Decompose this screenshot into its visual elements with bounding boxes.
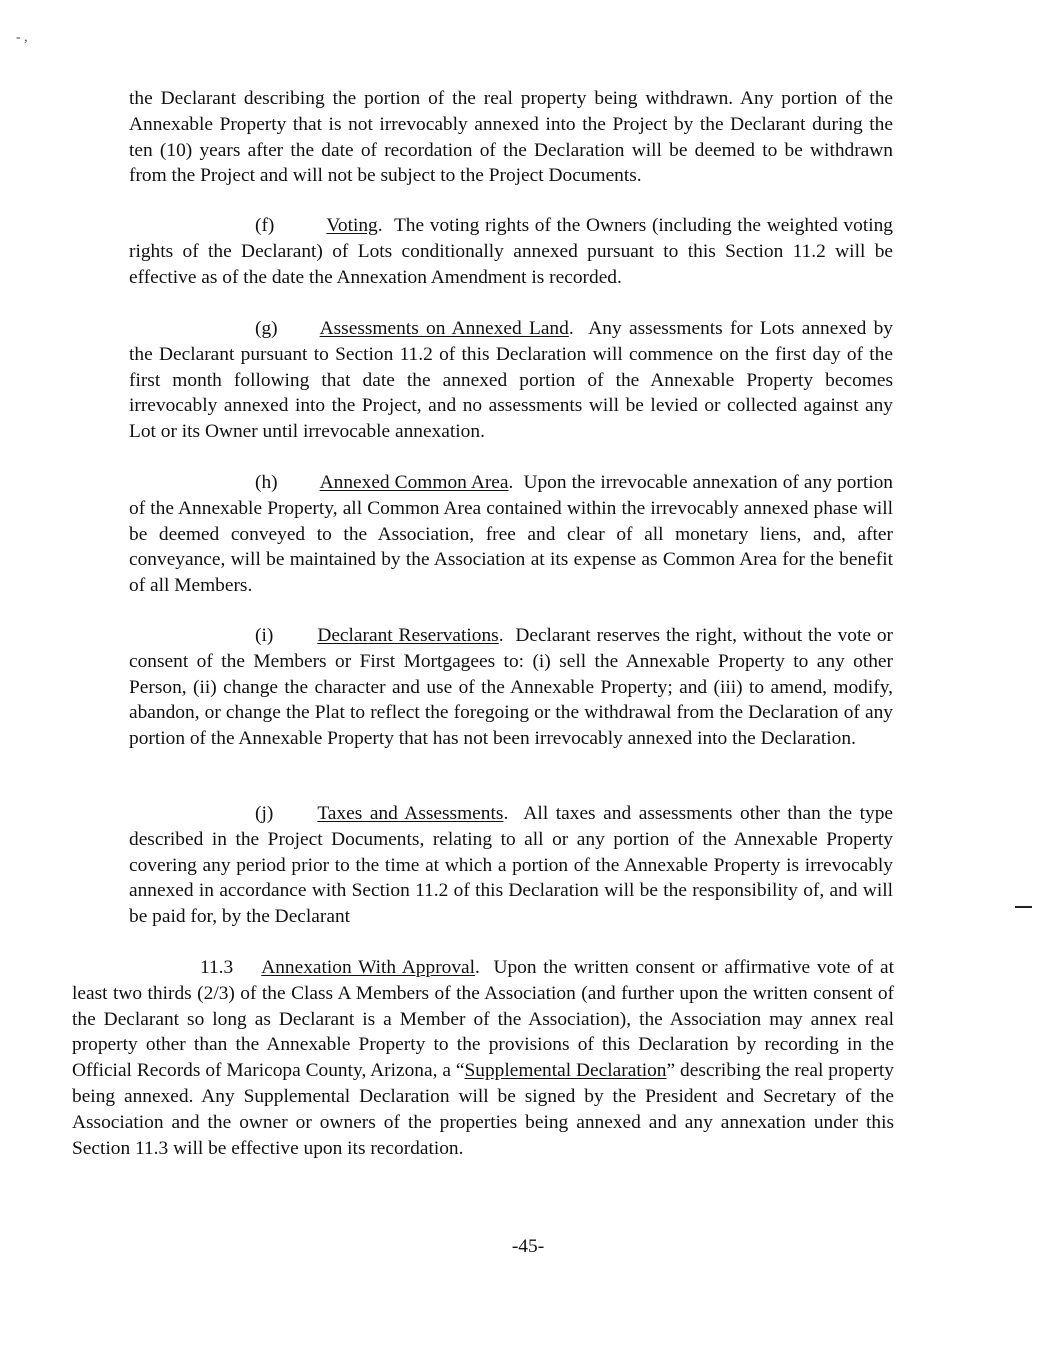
margin-mark — [1015, 906, 1032, 908]
section-f-text: The voting rights of the Owners (including the weighted voting rights of the Declarant) of Lots conditionally annexed pursuant to this Section 11.2 will be effective as of the date the Annexation Amendment is recorded. — [129, 215, 893, 288]
supplemental-declaration-term: Supplemental Declaration — [464, 1060, 667, 1082]
section-g-paragraph: (g) Assessments on Annexed Land. Any assessments for Lots annexed by the Declarant pursuant to Section 11.2 of this Declaration will commence on the first day of the first month following that date the annexed portion of the Annexable Property becomes irrevocably annexed into the Project, and no assessments will be levied or collected against any Lot or its Owner until irrevocable annexation. — [129, 318, 894, 443]
section-11-3-number: 11.3 — [200, 957, 234, 978]
section-i-paragraph: (i) Declarant Reservations. Declarant reserves the right, without the vote or consent of the Members or First Mortgagees to: (i) sell the Annexable Property to any other Person, (ii) change the character and use of the Annexable Property; and (iii) to amend, modify, abandon, or change the Plat to reflect the foregoing or the withdrawal from the Declaration of any portion of the Annexable Property that has not been irrevocably annexed into the Declaration. — [129, 625, 893, 750]
page-number: -45- — [511, 1236, 545, 1257]
section-h-heading: Annexed Common Area — [319, 472, 509, 493]
scan-artifact: - , — [16, 30, 28, 45]
section-f-heading: Voting — [326, 215, 378, 236]
section-j-text: All taxes and assessments other than the type described in the Project Documents, relating to all or any portion of the Annexable Property covering any period prior to the time at which a portion of the Annexable Property is irrevocably annexed in accordance with Section 11.2 of this Declaration will be the responsibility of, and will be paid for, by the Declarant — [129, 803, 893, 928]
section-11-3-heading: Annexation With Approval — [261, 957, 476, 978]
section-j-label: (j) — [255, 803, 274, 824]
section-11-3-text-before: Upon the written consent or affirmative vote of at least two thirds (2/3) of the Class A Members of the Association (and further upon the written consent of the Declarant so long as Declarant is a Member of the Association), the Association may annex real property other than the Annexable Property to the provisions of this Declaration by recording in the Official Records of Maricopa County, Arizona, a “ — [72, 957, 894, 1082]
section-i-text: Declarant reserves the right, without the vote or consent of the Members or First Mortgagees to: (i) sell the Annexable Property to any other Person, (ii) change the character and use of the Annexable Property; and (iii) to amend, modify, abandon, or change the Plat to reflect the foregoing or the withdrawal from the Declaration of any portion of the Annexable Property that has not been irrevocably annexed into the Declaration. — [129, 625, 893, 750]
section-h-paragraph: (h) Annexed Common Area. Upon the irrevocable annexation of any portion of the Annexable Property, all Common Area contained within the irrevocably annexed phase will be deemed conveyed to the Association, free and clear of all monetary liens, and, after conveyance, will be maintained by the Association at its expense as Common Area for the benefit of all Members. — [129, 472, 893, 597]
section-j-heading: Taxes and Assessments — [317, 803, 504, 824]
section-f-paragraph: (f) Voting. The voting rights of the Owners (including the weighted voting rights of the Declarant) of Lots conditionally annexed pursuant to this Section 11.2 will be effective as of the date the Annexation Amendment is recorded. — [129, 215, 893, 288]
section-g-text: Any assessments for Lots annexed by the Declarant pursuant to Section 11.2 of this Declaration will commence on the first day of the first month following that date the annexed portion of the Annexable Property becomes irrevocably annexed into the Project, and no assessments will be levied or collected against any Lot or its Owner until irrevocable annexation. — [129, 318, 894, 443]
section-f-label: (f) — [255, 215, 275, 236]
section-g-label: (g) — [255, 318, 278, 339]
section-j-paragraph: (j) Taxes and Assessments. All taxes and assessments other than the type described in the Project Documents, relating to all or any portion of the Annexable Property covering any period prior to the time at which a portion of the Annexable Property is irrevocably annexed in accordance with Section 11.2 of this Declaration will be the responsibility of, and will be paid for, by the Declarant — [129, 803, 893, 928]
intro-paragraph: the Declarant describing the portion of the real property being withdrawn. Any portion of the Annexable Property that is not irrevocably annexed into the Project by the Declarant during the ten (10) years after the date of recordation of the Declaration will be deemed to be withdrawn from the Project and will not be subject to the Project Documents. — [129, 88, 893, 187]
section-g-heading: Assessments on Annexed Land — [319, 318, 569, 339]
section-h-text: Upon the irrevocable annexation of any portion of the Annexable Property, all Common Area contained within the irrevocably annexed phase will be deemed conveyed to the Association, free and clear of all monetary liens, and, after conveyance, will be maintained by the Association at its expense as Common Area for the benefit of all Members. — [129, 472, 893, 597]
section-11-3-text-after: ” describing the real property being annexed. Any Supplemental Declaration will be signed by the President and Secretary of the Association and the owner or owners of the properties being annexed and any annexation under this Section 11.3 will be effective upon its recordation. — [72, 1060, 894, 1159]
section-h-label: (h) — [255, 472, 278, 493]
section-i-label: (i) — [255, 625, 274, 646]
section-11-3-paragraph: 11.3 Annexation With Approval. Upon the written consent or affirmative vote of at least two thirds (2/3) of the Class A Members of the Association (and further upon the written consent of the Declarant so long as Declarant is a Member of the Association), the Association may annex real property other than the Annexable Property to the provisions of this Declaration by recording in the Official Records of Maricopa County, Arizona, a “Supplemental Declaration” describing the real property being annexed. Any Supplemental Declaration will be signed by the President and Secretary of the Association and the owner or owners of the properties being annexed and any annexation under this Section 11.3 will be effective upon its recordation. — [72, 957, 894, 1159]
section-i-heading: Declarant Reservations — [317, 625, 499, 646]
